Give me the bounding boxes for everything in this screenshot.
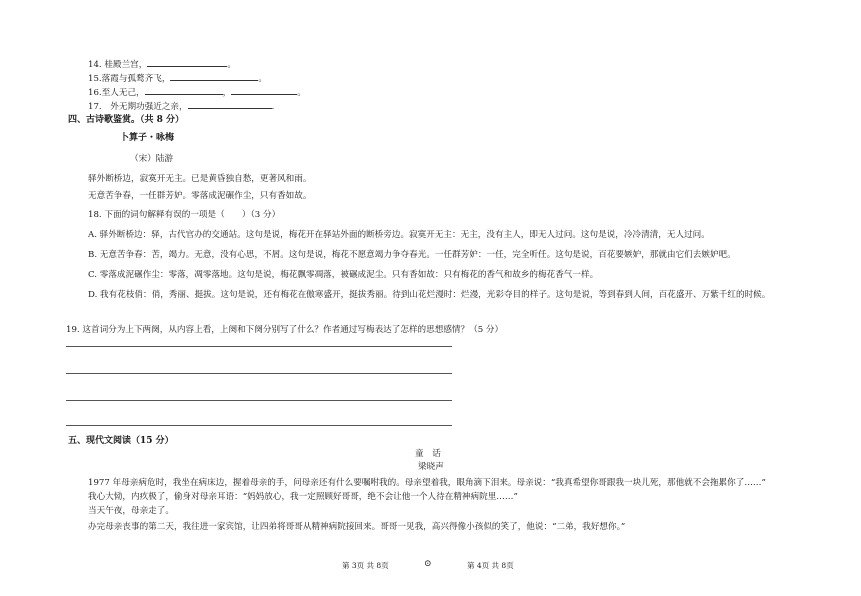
article-paragraph: 我心大恸，内疚极了，偷身对母亲耳语：“妈妈放心，我一定照顾好哥哥，绝不会让他一个人待在精神病院里……” [88,492,518,502]
answer-line[interactable] [66,400,452,401]
center-binding-mark-icon: ⊙ [424,559,432,569]
answer-blank[interactable] [188,99,272,109]
answer-line[interactable] [66,373,452,374]
section-5-heading: 五、现代文阅读（15 分） [68,436,174,446]
option-a: A. 驿外断桥边：驿，古代官办的交通站。这句是说，梅花开在驿站外面的断桥旁边。寂寞开无主：无主，没有主人，即无人过问。这句是说，冷冷清清，无人过问。 [88,230,710,240]
section-4-heading: 四、古诗歌鉴赏。（共 8 分） [68,115,185,125]
poem-line: 驿外断桥边，寂寞开无主。已是黄昏独自愁，更著风和雨。 [88,174,312,184]
article-title: 童 话 [415,449,441,459]
article-paragraph: 当天午夜，母亲走了。 [88,506,174,516]
poem-author: （宋）陆游 [130,154,173,164]
footer-page-left: 第 3页 共 8页 [342,561,389,570]
question-16: 16.至人无己， ， 。 [88,85,306,99]
answer-blank[interactable] [145,85,223,95]
article-paragraph: 1977 年母亲病危时，我坐在病床边，握着母亲的手，问母亲还有什么要嘱咐我的。母亲望着我，眼角滴下泪来。母亲说：“我真希望你哥跟我一块儿死，那他就不会拖累你了……” [88,478,766,488]
footer-page-right: 第 4页 共 8页 [467,561,514,570]
answer-blank[interactable] [147,57,227,67]
answer-blank[interactable] [231,85,297,95]
article-author: 梁晓声 [418,462,444,472]
answer-line[interactable] [66,425,452,426]
question-18-stem: 18. 下面的词句解释有误的一项是（ ）（3 分） [88,210,281,220]
option-c: C. 零落成泥碾作尘：零落，凋零落地。这句是说，梅花飘零凋落，被碾成泥尘。只有香如故：只有梅花的香气和故乡的梅花香气一样。 [88,270,599,280]
option-b: B. 无意苦争春：苦，竭力。无意，没有心思，不屑。这句是说，梅花不愿意竭力争夺春光。一任群芳妒：一任，完全听任。这句是说，百花要嫉妒，那就由它们去嫉妒吧。 [88,250,736,260]
answer-blank[interactable] [170,71,258,81]
answer-line[interactable] [66,346,452,347]
question-14: 14. 桂殿兰宫， 。 [88,57,236,71]
question-15: 15.落霞与孤鹜齐飞， 。 [88,71,267,85]
question-17: 17. 外无期功强近之亲， . [88,99,274,113]
article-paragraph: 办完母亲丧事的第二天，我往进一家宾馆，让四弟将哥哥从精神病院接回来。哥哥一见我，高兴得像小孩似的笑了，他说：“二弟，我好想你。” [88,522,626,532]
poem-line: 无意苦争春，一任群芳妒。零落成泥碾作尘，只有香如故。 [88,191,312,201]
poem-title: 卜算子・咏梅 [120,133,175,143]
question-19: 19. 这首词分为上下两阕，从内容上看，上阕和下阕分别写了什么？作者通过写梅表达了怎样的思想感情？（5 分） [66,325,504,335]
option-d: D. 我有花枝俏：俏，秀丽、挺拔。这句是说，还有梅花在傲寒盛开，挺拔秀丽。待到山花烂漫时：烂漫，光彩夺目的样子。这句是说，等到春到人间，百花盛开、万紫千红的时候。 [88,290,771,300]
